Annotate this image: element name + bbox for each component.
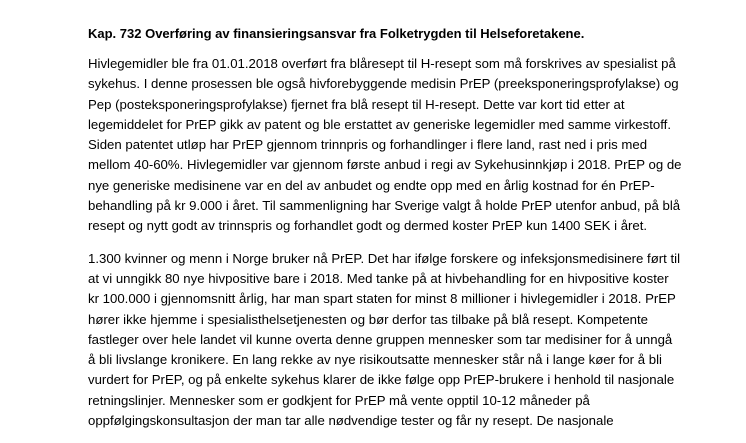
paragraph-line: sykehus. I denne prosessen ble også hivforebyggende medisin PrEP (preeksponeringsprofylakse) og — [88, 76, 679, 92]
paragraph-line: resept og nytt godt av trinnspris og forhandlet godt og dermed koster PrEP kun 1400 SEK i året. — [88, 218, 648, 234]
paragraph-line: retningslinjer. Mennesker som er godkjent for PrEP må vente opptil 10-12 måneder på — [88, 392, 590, 408]
paragraph-line: mellom 40-60%. Hivlegemidler var gjennom første anbud i regi av Sykehusinnkjøp i 2018. PrEP og de — [88, 157, 682, 173]
paragraph-line: Hivlegemidler ble fra 01.01.2018 overført fra blåresept til H-resept som må forskrives av spesialist på — [88, 56, 676, 71]
paragraph-line: Siden patentet utløp har PrEP gjennom trinnpris og forhandlinger i flere land, rast ned i pris med — [88, 137, 648, 153]
paragraph-line: behandling på kr 9.000 i året. Til sammenligning har Sverige valgt å holde PrEP utenfor anbud, på blå — [88, 198, 681, 214]
paragraph-line: fastleger over hele landet vil kunne overta denne gruppen mennesker som tar medisiner for å unngå — [88, 331, 673, 347]
paragraph-line: nye generiske medisinene var en del av anbudet og endte opp med en årlig kostnad for én PrEP- — [88, 177, 655, 193]
paragraph-line: hører ikke hjemme i spesialisthelsetjenesten og bør derfor tas tilbake på blå resept. Kompetente — [88, 311, 649, 327]
paragraph-line: 1.300 kvinner og menn i Norge bruker nå PrEP. Det har ifølge forskere og infeksjonsmedisinere ført til — [88, 250, 681, 266]
paragraph-1 — [88, 54, 688, 237]
paragraph-line: Pep (posteksponeringsprofylakse) fjernet fra blå resept til H-resept. Dette var kort tid etter at — [88, 96, 625, 112]
document-page — [88, 24, 688, 443]
section-heading: Kap. 732 Overføring av finansieringsansvar fra Folketrygden til Helseforetakene. — [88, 26, 585, 41]
paragraph-line: at vi unngikk 80 nye hivpositive bare i 2018. Med tanke på at hivbehandling for en hivpositive koster — [88, 270, 669, 286]
paragraph-line: kr 100.000 i gjennomsnitt årlig, har man spart staten for minst 8 millioner i hivlegemidler i 2018. PrEP — [88, 291, 676, 307]
paragraph-line: vurdert for PrEP, og på enkelte sykehus klarer de ikke følge opp PrEP-brukere i henhold til nasjonale — [88, 372, 675, 388]
paragraph-2 — [88, 249, 688, 432]
paragraph-line: oppfølgingskonsultasjon der man tar alle nødvendige tester og får ny resept. De nasjonale — [88, 413, 614, 429]
paragraph-line: å bli livslange kronikere. En lang rekke av nye risikoutsatte mennesker står nå i lange køer for å bli — [88, 352, 662, 368]
paragraph-line: legemiddelet for PrEP gikk av patent og ble erstattet av generiske legemidler med samme virkestoff. — [88, 116, 671, 132]
